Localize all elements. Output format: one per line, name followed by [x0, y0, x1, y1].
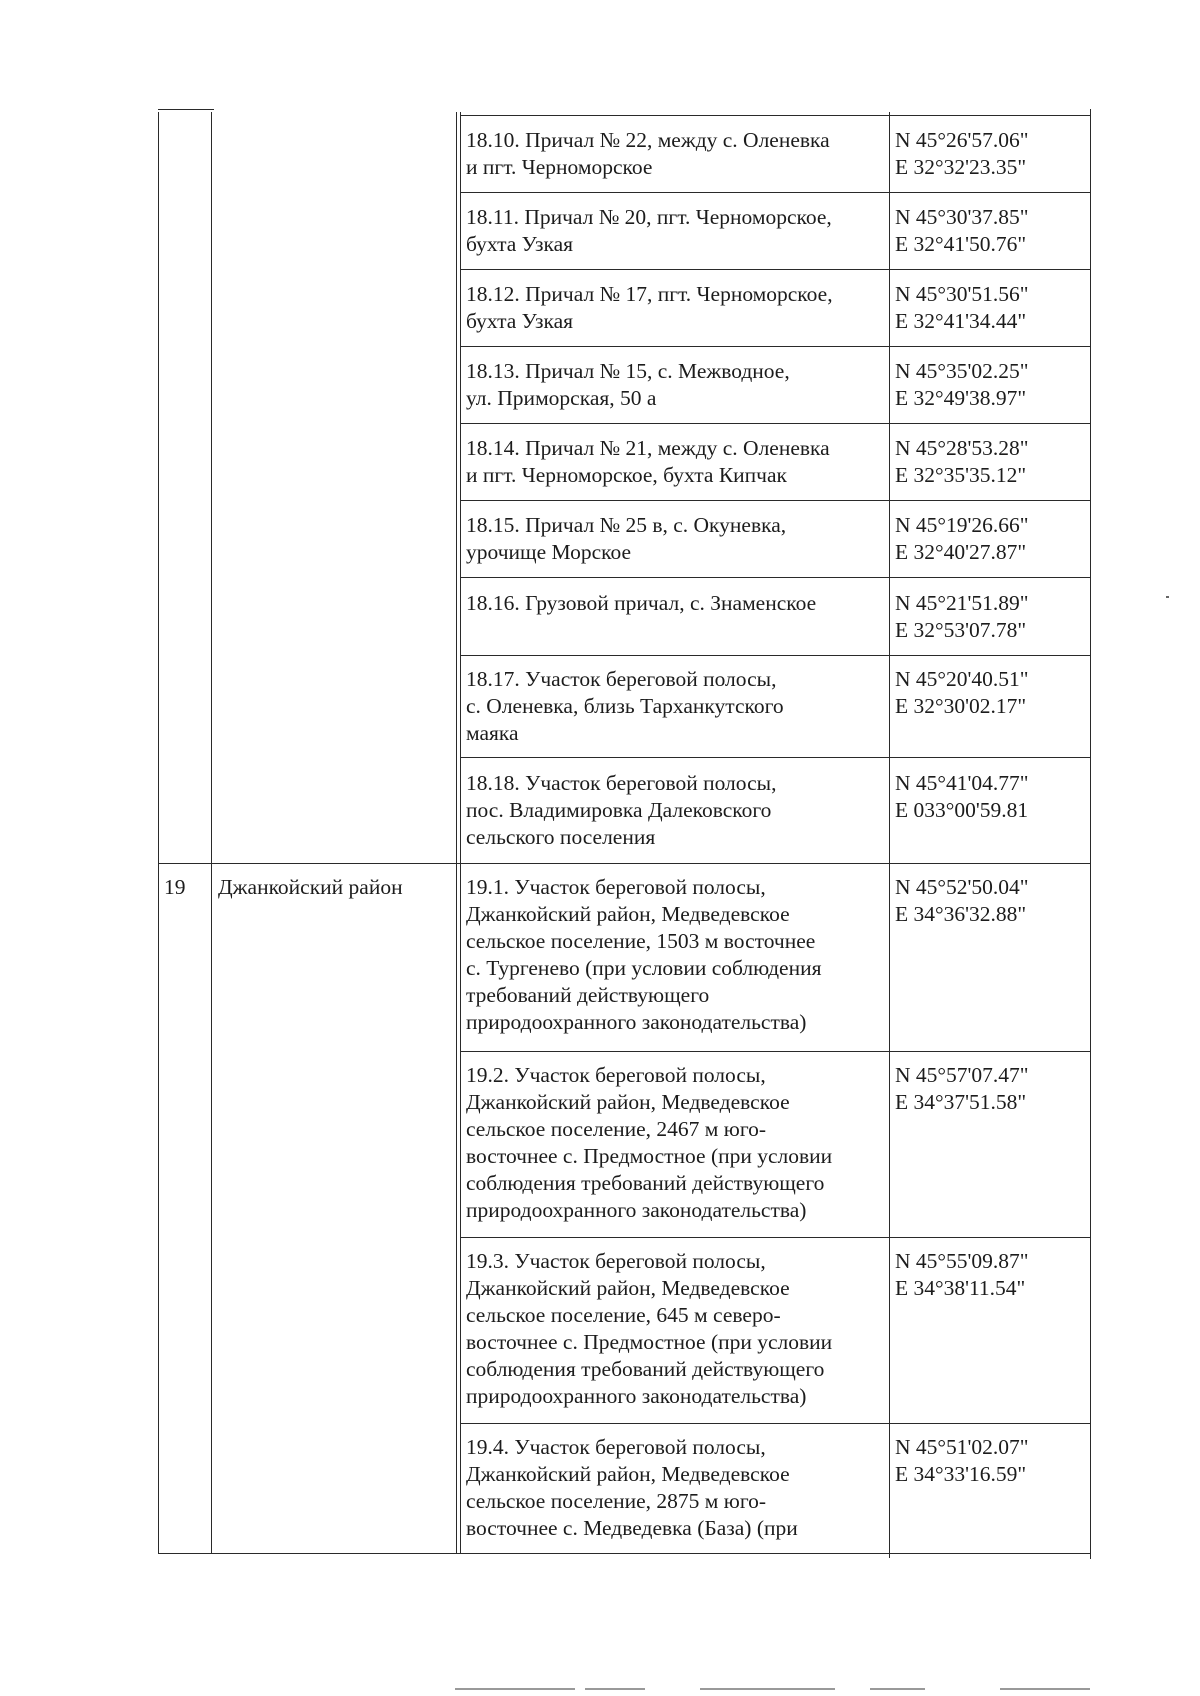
- row-separator: [460, 192, 1091, 193]
- row-separator: [460, 577, 1091, 578]
- row-separator: [460, 655, 1091, 656]
- scan-artifact: [870, 1688, 925, 1690]
- group-separator: [158, 863, 1091, 864]
- region-name: Джанкойский район: [218, 875, 403, 899]
- coordinates-table: [158, 112, 1090, 1554]
- row-separator: [460, 1237, 1091, 1238]
- scan-artifact: [1000, 1688, 1090, 1690]
- location-description: 19.2. Участок береговой полосы, Джанкойский район, Медведевское сельское поселение, 2467 м юго- восточнее с. Предмостное (при условии соблюдения требований действующего природоохранного законодательства): [466, 1063, 833, 1222]
- scan-artifact: [700, 1688, 835, 1690]
- table-border-top-left: [158, 109, 214, 110]
- location-description: 18.15. Причал № 25 в, с. Окуневка, урочище Морское: [466, 513, 787, 564]
- location-description: 18.10. Причал № 22, между с. Оленевка и пгт. Черноморское: [466, 128, 830, 179]
- table-border-right: [1090, 109, 1091, 1559]
- location-coordinates: N 45°30'37.85" E 32°41'50.76": [895, 205, 1029, 256]
- location-coordinates: N 45°55'09.87" E 34°38'11.54": [895, 1249, 1029, 1300]
- location-coordinates: N 45°35'02.25" E 32°49'38.97": [895, 359, 1029, 410]
- location-description: 18.16. Грузовой причал, с. Знаменское: [466, 591, 817, 615]
- row-separator: [460, 757, 1091, 758]
- location-description: 19.4. Участок береговой полосы, Джанкойский район, Медведевское сельское поселение, 2875 м юго- восточнее с. Медведевка (База) (при: [466, 1435, 798, 1540]
- location-coordinates: N 45°57'07.47" E 34°37'51.58": [895, 1063, 1029, 1114]
- table-border-left: [158, 112, 159, 1554]
- location-coordinates: N 45°51'02.07" E 34°33'16.59": [895, 1435, 1029, 1486]
- location-coordinates: N 45°30'51.56" E 32°41'34.44": [895, 282, 1029, 333]
- location-description: 18.11. Причал № 20, пгт. Черноморское, бухта Узкая: [466, 205, 832, 256]
- location-description: 18.14. Причал № 21, между с. Оленевка и пгт. Черноморское, бухта Кипчак: [466, 436, 830, 487]
- location-coordinates: N 45°28'53.28" E 32°35'35.12": [895, 436, 1029, 487]
- location-description: 18.18. Участок береговой полосы, пос. Владимировка Далековского сельского поселения: [466, 771, 777, 849]
- column-divider-description: [460, 112, 461, 1554]
- row-separator: [460, 423, 1091, 424]
- row-separator: [460, 1423, 1091, 1424]
- row-separator: [460, 500, 1091, 501]
- row-separator: [460, 346, 1091, 347]
- row-number: 19: [164, 875, 186, 899]
- location-description: 19.1. Участок береговой полосы, Джанкойский район, Медведевское сельское поселение, 1503 м восточнее с. Тургенево (при условии соблюдения требований действующего природоохранного законодательства): [466, 875, 822, 1034]
- location-coordinates: N 45°26'57.06" E 32°32'23.35": [895, 128, 1029, 179]
- location-description: 18.13. Причал № 15, с. Межводное, ул. Приморская, 50 а: [466, 359, 790, 410]
- row-separator: [460, 1051, 1091, 1052]
- table-border-bottom: [158, 1553, 1091, 1554]
- column-divider-region: [456, 112, 457, 1554]
- column-divider-number: [211, 112, 212, 1554]
- location-description: 18.17. Участок береговой полосы, с. Оленевка, близь Тарханкутского маяка: [466, 667, 784, 745]
- row-separator: [460, 269, 1091, 270]
- location-coordinates: N 45°20'40.51" E 32°30'02.17": [895, 667, 1029, 718]
- location-coordinates: N 45°21'51.89" E 32°53'07.78": [895, 591, 1029, 642]
- location-description: 18.12. Причал № 17, пгт. Черноморское, бухта Узкая: [466, 282, 833, 333]
- table-border-top-right: [460, 115, 1091, 116]
- scan-artifact: [585, 1688, 645, 1690]
- location-coordinates: N 45°52'50.04" E 34°36'32.88": [895, 875, 1029, 926]
- scan-artifact: [455, 1688, 575, 1690]
- location-coordinates: N 45°41'04.77" E 033°00'59.81: [895, 771, 1029, 822]
- scan-artifact: [1166, 596, 1169, 598]
- location-coordinates: N 45°19'26.66" E 32°40'27.87": [895, 513, 1029, 564]
- location-description: 19.3. Участок береговой полосы, Джанкойский район, Медведевское сельское поселение, 645 м северо- восточнее с. Предмостное (при условии соблюдения требований действующего природоохранного законодательства): [466, 1249, 833, 1408]
